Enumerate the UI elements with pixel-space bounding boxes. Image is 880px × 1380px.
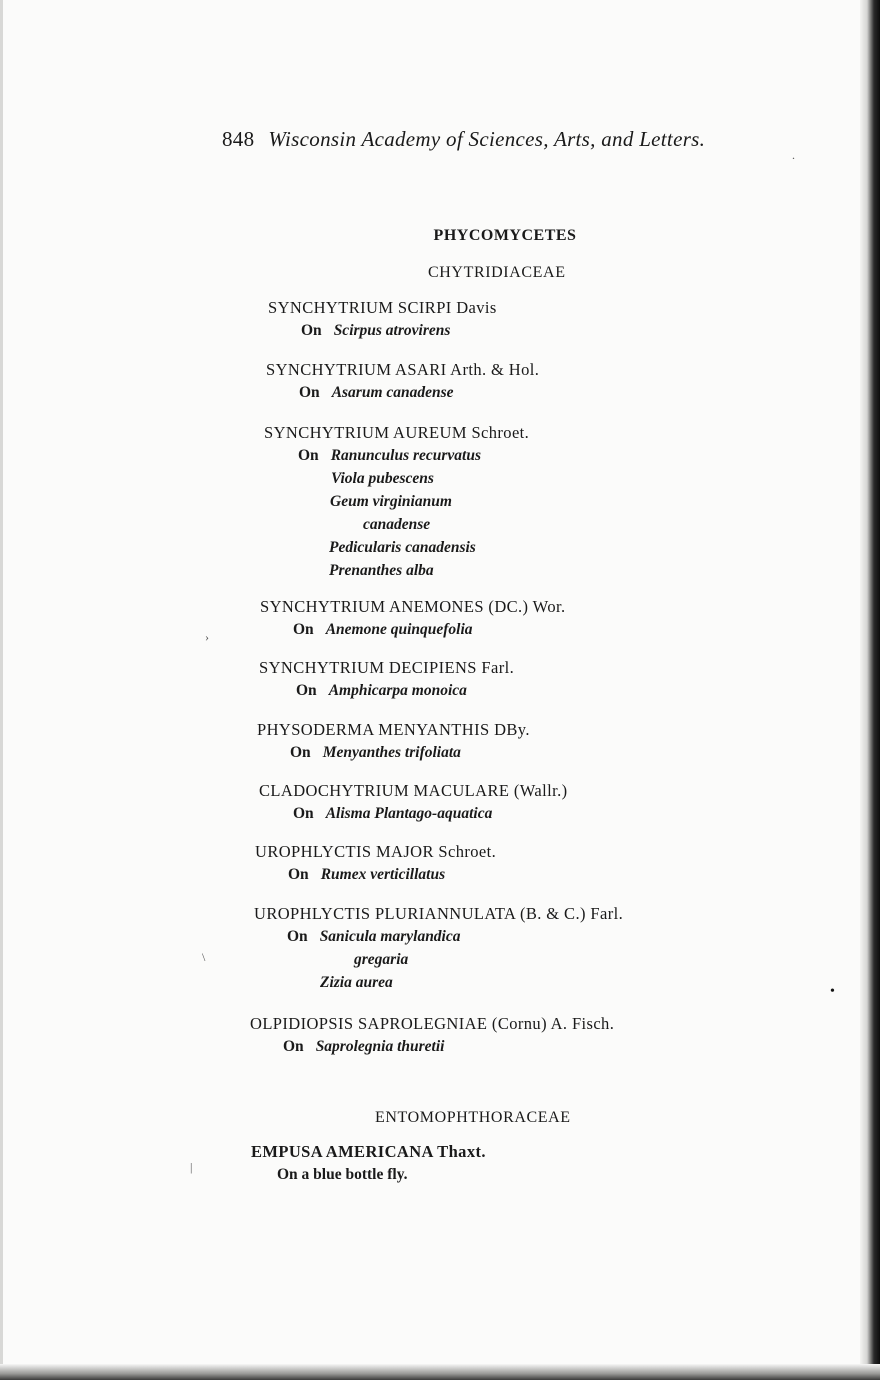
page-left-edge	[0, 0, 3, 1380]
species-entry	[259, 656, 514, 702]
species-name: OLPIDIOPSIS SAPROLEGNIAE (Cornu) A. Fisch.	[250, 1014, 615, 1033]
species-entry	[250, 1012, 614, 1058]
host-line	[288, 863, 496, 886]
family-heading: CHYTRIDIACEAE	[428, 264, 566, 281]
species-entry	[264, 421, 529, 582]
host-line	[301, 319, 497, 342]
host-name: Ranunculus recurvatus	[330, 447, 482, 464]
host-line	[298, 444, 529, 467]
host-name: canadense	[363, 516, 431, 533]
species-name: CLADOCHYTRIUM MACULARE (Wallr.)	[259, 781, 568, 800]
family-heading: ENTOMOPHTHORACEAE	[375, 1109, 571, 1126]
host-name: gregaria	[354, 951, 409, 968]
species-name: SYNCHYTRIUM AUREUM Schroet.	[264, 423, 530, 442]
species-entry	[259, 779, 568, 825]
host-name: Rumex verticillatus	[320, 866, 446, 883]
host-line	[296, 679, 514, 702]
page-right-edge-shadow	[860, 0, 880, 1380]
host-prefix: On	[298, 447, 319, 464]
scan-speck: \	[202, 950, 206, 964]
host-name: Anemone quinquefolia	[325, 621, 473, 638]
host-name: Asarum canadense	[331, 384, 454, 401]
host-line	[287, 925, 623, 948]
host-prefix: On	[296, 682, 317, 699]
host-line	[290, 741, 530, 764]
running-header	[222, 127, 705, 152]
host-name: Viola pubescens	[331, 470, 434, 487]
host-prefix: On	[288, 866, 309, 883]
scan-speck: •	[830, 984, 835, 999]
host-name: Alisma Plantago-aquatica	[325, 805, 493, 822]
host-prefix: On	[290, 744, 311, 761]
species-entry	[266, 358, 539, 404]
species-name: SYNCHYTRIUM SCIRPI Davis	[268, 298, 497, 317]
host-name: Zizia aurea	[320, 974, 393, 991]
host-line	[299, 381, 539, 404]
host-prefix: On	[287, 928, 308, 945]
section-title: PHYCOMYCETES	[433, 227, 577, 244]
species-name: EMPUSA AMERICANA Thaxt.	[251, 1142, 486, 1161]
species-name: PHYSODERMA MENYANTHIS DBy.	[257, 720, 530, 739]
species-entry	[251, 1140, 486, 1186]
scan-speck: |	[190, 1160, 193, 1174]
species-entry	[268, 296, 497, 342]
species-entry	[255, 840, 496, 886]
species-name: SYNCHYTRIUM ANEMONES (DC.) Wor.	[260, 597, 566, 616]
species-name: UROPHLYCTIS MAJOR Schroet.	[255, 842, 497, 861]
host-name: Saprolegnia thuretii	[315, 1038, 445, 1055]
species-entry	[260, 595, 566, 641]
host-name: Sanicula marylandica	[319, 928, 461, 945]
running-title: Wisconsin Academy of Sciences, Arts, and Letters.	[268, 127, 706, 151]
species-name: SYNCHYTRIUM DECIPIENS Farl.	[259, 658, 515, 677]
host-name: Amphicarpa monoica	[328, 682, 467, 699]
host-prefix: On	[293, 805, 314, 822]
scan-speck: ›	[205, 630, 209, 644]
host-line: On a blue bottle fly.	[277, 1166, 408, 1183]
scan-speck: .	[792, 148, 795, 162]
host-line	[293, 802, 568, 825]
species-entry	[257, 718, 530, 764]
host-prefix: On	[301, 322, 322, 339]
host-prefix: On	[283, 1038, 304, 1055]
host-name: Geum virginianum	[330, 493, 452, 510]
host-prefix: On	[293, 621, 314, 638]
species-entry	[254, 902, 623, 994]
species-name: UROPHLYCTIS PLURIANNULATA (B. & C.) Farl.	[254, 904, 624, 923]
host-line	[283, 1035, 614, 1058]
host-name: Menyanthes trifoliata	[322, 744, 461, 761]
host-name: Scirpus atrovirens	[333, 322, 451, 339]
host-line	[293, 618, 566, 641]
page-bottom-edge-shadow	[0, 1364, 880, 1380]
host-name: Pedicularis canadensis	[329, 539, 476, 556]
page-number: 848	[222, 127, 255, 151]
host-prefix: On	[299, 384, 320, 401]
species-name: SYNCHYTRIUM ASARI Arth. & Hol.	[266, 360, 540, 379]
host-name: Prenanthes alba	[329, 562, 434, 579]
